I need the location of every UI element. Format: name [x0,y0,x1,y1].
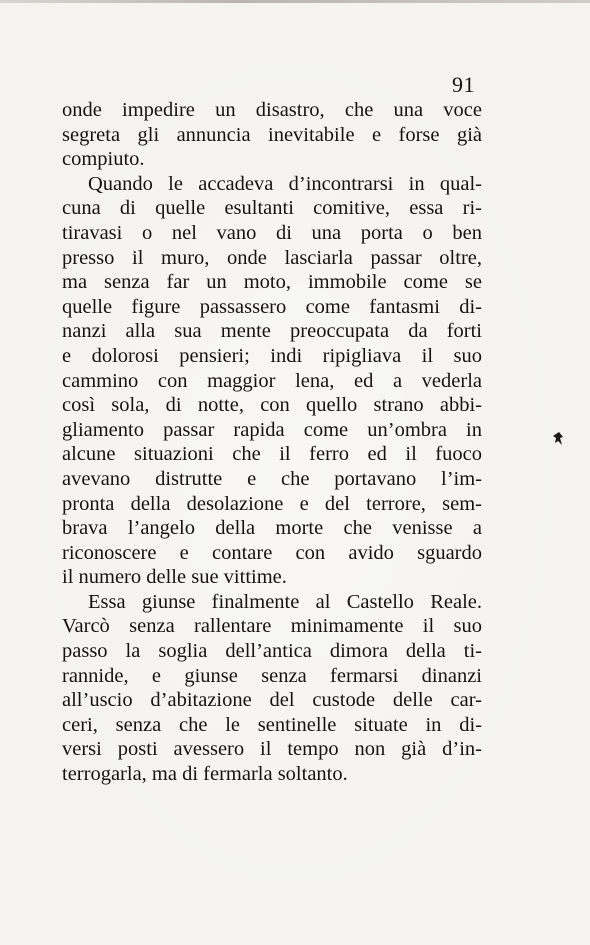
text-line: versi posti avessero il tempo non già d’in- [62,738,482,761]
text-line: brava l’angelo della morte che venisse a [62,517,482,540]
text-line: compiuto. [62,148,145,171]
page-number: 91 [452,72,475,97]
text-line: segreta gli annuncia inevitabile e forse già [62,123,482,146]
text-line: così sola, di notte, con quello strano abbi- [62,394,482,417]
text-line: cammino con maggior lena, ed a vederla [62,369,482,392]
text-line: onde impedire un disastro, che una voce [62,99,482,121]
text-line: terrogarla, ma di fermarla soltanto. [62,763,348,786]
text-line: nanzi alla sua mente preoccupata da forti [62,320,482,343]
text-line: ma senza far un moto, immobile come se [62,271,482,294]
text-line: Essa giunse finalmente al Castello Reale. [88,590,482,613]
text-line: alcune situazioni che il ferro ed il fuoco [62,443,482,466]
text-line: presso il muro, onde lasciarla passar oltre, [62,246,482,269]
text-line: pronta della desolazione e del terrore, sem- [62,492,482,515]
page-top-edge [0,0,590,3]
text-line: e dolorosi pensieri; indi ripigliava il suo [62,344,482,367]
text-line: rannide, e giunse senza fermarsi dinanzi [62,664,482,687]
text-line: il numero delle sue vittime. [62,566,287,589]
text-line: avevano distrutte e che portavano l’im- [62,467,482,490]
text-line: quelle figure passassero come fantasmi di- [62,295,482,318]
text-line: riconoscere e contare con avido sguardo [62,541,482,564]
text-line: gliamento passar rapida come un’ombra in [62,418,482,441]
ink-spot-icon [553,432,565,446]
text-line: all’uscio d’abitazione del custode delle car- [62,689,482,712]
text-line: passo la soglia dell’antica dimora della ti- [62,640,482,663]
text-line: cuna di quelle esultanti comitive, essa ri- [62,197,482,220]
body-text [62,98,482,787]
text-line: tiravasi o nel vano di una porta o ben [62,221,482,244]
text-line: Varcò senza rallentare minimamente il suo [62,615,482,638]
text-line: Quando le accadeva d’incontrarsi in qual- [88,172,482,195]
text-line: ceri, senza che le sentinelle situate in di- [62,713,482,736]
